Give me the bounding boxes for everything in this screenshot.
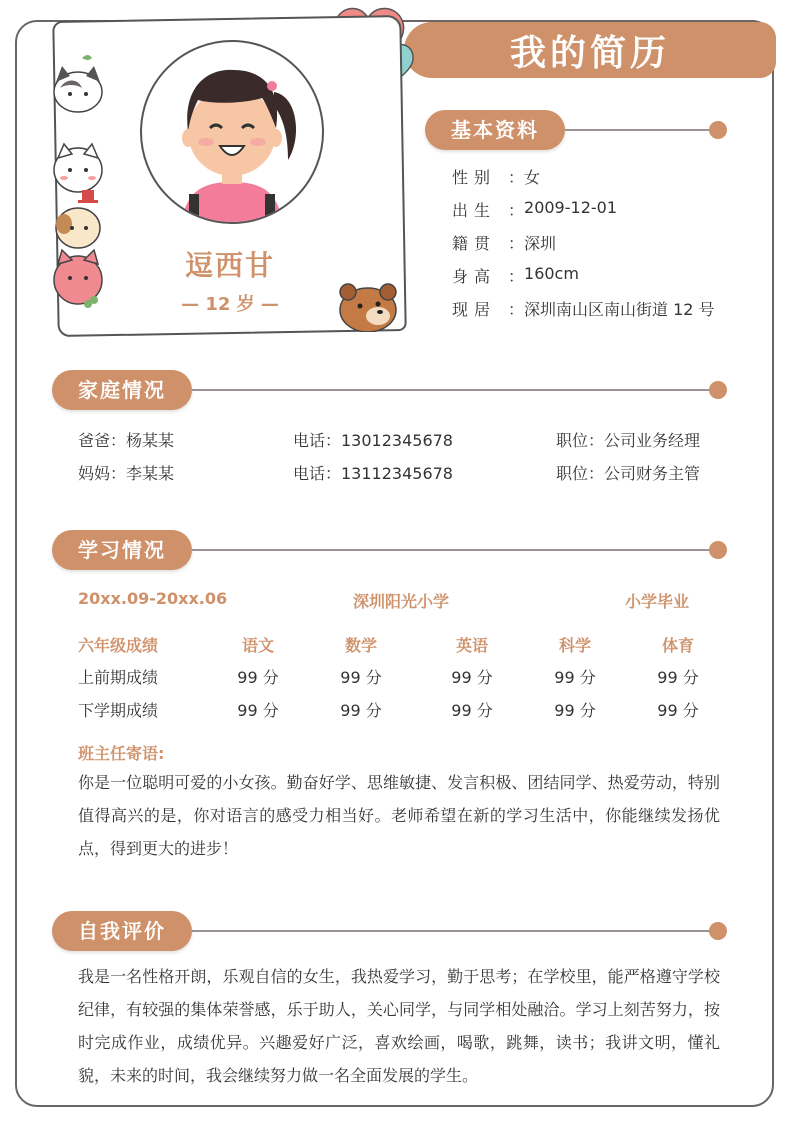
info-colon: ： <box>508 267 525 286</box>
page-title-text: 我的简历 <box>509 32 670 74</box>
info-label: 身高 <box>452 267 497 286</box>
grade-cell: 99 分 <box>340 668 382 687</box>
divider-dot <box>709 381 727 399</box>
info-colon: ： <box>508 201 525 220</box>
child-name: 逗西甘 <box>184 249 275 282</box>
section-study-header <box>52 530 727 570</box>
grade-header-chinese: 语文 <box>241 636 274 655</box>
grade-cell: 99 分 <box>451 701 493 720</box>
family-mother-phone: 电话：13112345678 <box>293 464 453 483</box>
section-family-title: 家庭情况 <box>52 370 192 410</box>
divider-line <box>192 389 711 391</box>
family-mother-job: 职位：公司财务主管 <box>556 464 701 483</box>
grade-header-pe: 体育 <box>661 636 694 655</box>
grade-row-term: 上前期成绩 <box>78 668 159 687</box>
info-label: 籍贯 <box>452 234 497 253</box>
info-colon: ： <box>508 300 525 319</box>
info-label: 出生 <box>452 201 497 220</box>
info-row-height <box>452 264 579 287</box>
teacher-comment-label: 班主任寄语: <box>78 744 165 763</box>
grade-cell: 99 分 <box>237 701 279 720</box>
info-row-gender <box>452 165 540 188</box>
grade-cell: 99 分 <box>657 668 699 687</box>
teacher-comment: 你是一位聪明可爱的小女孩。勤奋好学、思维敏捷、发言积极、团结同学、热爱劳动，特别值得高兴的是，你对语言的感受力相当好。老师希望在新的学习生活中，你能继续发扬优点，得到更大的进步！ <box>78 773 720 858</box>
study-degree: 小学毕业 <box>625 592 690 611</box>
grade-cell: 99 分 <box>237 668 279 687</box>
info-value: 160cm <box>524 264 579 283</box>
info-value: 2009-12-01 <box>524 198 617 217</box>
family-father-phone: 电话：13012345678 <box>293 431 453 450</box>
study-school: 深圳阳光小学 <box>353 592 450 611</box>
info-row-birth <box>452 198 617 221</box>
info-row-hometown <box>452 231 556 254</box>
grade-cell: 99 分 <box>554 701 596 720</box>
study-period: 20xx.09-20xx.06 <box>78 589 228 608</box>
info-colon: ： <box>508 234 525 253</box>
info-label: 现居 <box>452 300 497 319</box>
info-label: 性别 <box>452 168 497 187</box>
section-study-title: 学习情况 <box>52 530 192 570</box>
family-father-job: 职位：公司业务经理 <box>556 431 701 450</box>
divider-dot <box>709 541 727 559</box>
section-basic-header <box>425 110 727 150</box>
page-title <box>404 22 776 78</box>
divider-line <box>192 549 711 551</box>
cat-stickers-icon <box>52 52 108 312</box>
section-basic-title: 基本资料 <box>425 110 565 150</box>
girl-avatar-icon <box>142 42 322 222</box>
info-colon: ： <box>508 168 525 187</box>
divider-dot <box>709 922 727 940</box>
family-mother-name: 妈妈：李某某 <box>78 464 175 483</box>
info-value: 深圳 <box>524 234 557 253</box>
section-self-header <box>52 911 727 951</box>
grade-cell: 99 分 <box>657 701 699 720</box>
divider-dot <box>709 121 727 139</box>
avatar <box>140 40 324 224</box>
section-self-title: 自我评价 <box>52 911 192 951</box>
info-row-residence <box>452 297 715 320</box>
child-age: — 12 岁 — <box>181 294 279 315</box>
section-family-header <box>52 370 727 410</box>
grade-header-science: 科学 <box>558 636 591 655</box>
grade-cell: 99 分 <box>554 668 596 687</box>
grade-row-term: 下学期成绩 <box>78 701 159 720</box>
divider-line <box>192 930 711 932</box>
dog-sticker-icon <box>338 278 398 332</box>
self-evaluation-text: 我是一名性格开朗，乐观自信的女生，我热爱学习，勤于思考；在学校里，能严格遵守学校纪律，有较强的集体荣誉感，乐于助人，关心同学，与同学相处融洽。学习上刻苦努力，按时完成作业，成绩优异。兴趣爱好广泛，喜欢绘画，喝歌，跳舞，读书；我讲文明，懂礼貌，未来的时间，我会继续努力做一名全面发展的学生。 <box>78 967 720 1085</box>
grade-header-math: 数学 <box>344 636 377 655</box>
grade-header-english: 英语 <box>455 636 488 655</box>
info-value: 女 <box>524 168 541 187</box>
info-value: 深圳南山区南山街道 12 号 <box>524 300 715 319</box>
divider-line <box>565 129 711 131</box>
family-father-name: 爸爸：杨某某 <box>78 431 175 450</box>
grade-cell: 99 分 <box>451 668 493 687</box>
grade-header-term: 六年级成绩 <box>78 636 159 655</box>
grade-cell: 99 分 <box>340 701 382 720</box>
